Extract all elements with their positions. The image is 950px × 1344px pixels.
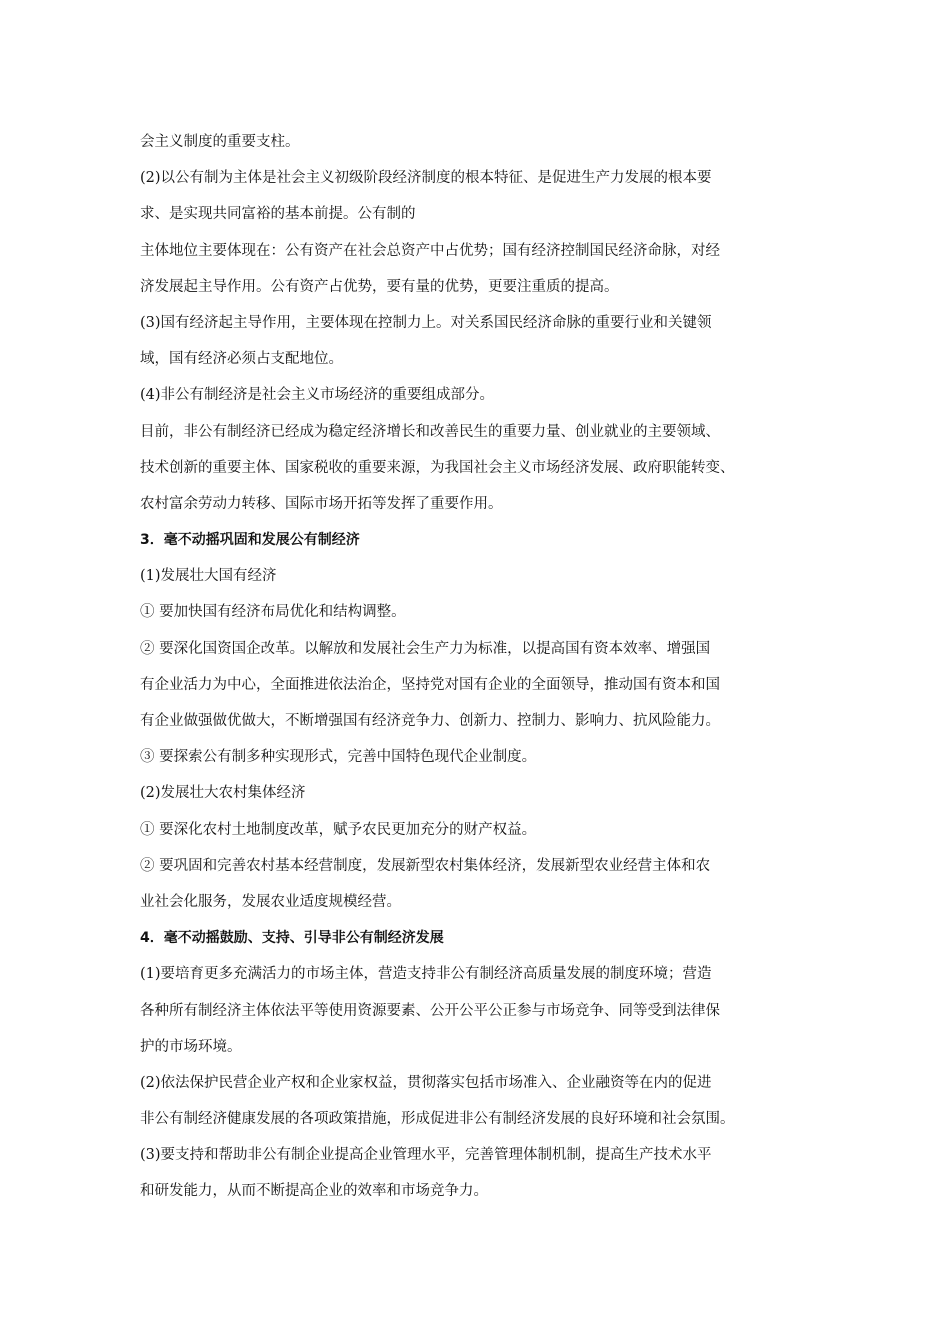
text-line: (1)要培育更多充满活力的市场主体，营造支持非公有制经济高质量发展的制度环境；营造 [140, 966, 712, 983]
text-line: 主体地位主要体现在：公有资产在社会总资产中占优势；国有经济控制国民经济命脉，对经 [140, 242, 720, 259]
text-line: (2)以公有制为主体是社会主义初级阶段经济制度的根本特征、是促进生产力发展的根本要 [140, 170, 712, 187]
text-line: ② 要巩固和完善农村基本经营制度，发展新型农村集体经济，发展新型农业经营主体和农 [140, 857, 711, 874]
text-line: ① 要加快国有经济布局优化和结构调整。 [140, 604, 406, 621]
text-line: 技术创新的重要主体、国家税收的重要来源，为我国社会主义市场经济发展、政府职能转变、 [140, 459, 735, 476]
section-heading: 3．毫不动摇巩固和发展公有制经济 [140, 532, 360, 549]
text-line: (1)发展壮大国有经济 [140, 568, 277, 585]
text-line: 农村富余劳动力转移、国际市场开拓等发挥了重要作用。 [140, 495, 503, 512]
text-line: (2)发展壮大农村集体经济 [140, 785, 306, 802]
text-line: 求、是实现共同富裕的基本前提。公有制的 [140, 206, 416, 223]
text-line: ② 要深化国资国企改革。以解放和发展社会生产力为标准，以提高国有资本效率、增强国 [140, 640, 711, 657]
text-line: 有企业做强做优做大，不断增强国有经济竞争力、创新力、控制力、影响力、抗风险能力。 [140, 713, 720, 729]
text-line: 非公有制经济健康发展的各项政策措施，形成促进非公有制经济发展的良好环境和社会氛围。 [140, 1111, 735, 1128]
text-line: 济发展起主导作用。公有资产占优势，要有量的优势，更要注重质的提高。 [140, 278, 619, 295]
section-heading: 4．毫不动摇鼓励、支持、引导非公有制经济发展 [140, 930, 444, 947]
text-line: 有企业活力为中心，全面推进依法治企，坚持党对国有企业的全面领导，推动国有资本和国 [140, 676, 720, 693]
text-line: 护的市场环境。 [140, 1038, 242, 1055]
text-line: (4)非公有制经济是社会主义市场经济的重要组成部分。 [140, 387, 495, 404]
text-line: 域，国有经济必须占支配地位。 [140, 351, 343, 368]
text-line: 业社会化服务，发展农业适度规模经营。 [140, 893, 401, 910]
text-line: 会主义制度的重要支柱。 [140, 134, 300, 150]
text-line: ① 要深化农村土地制度改革，赋予农民更加充分的财产权益。 [140, 821, 537, 838]
text-line: (2)依法保护民营企业产权和企业家权益，贯彻落实包括市场准入、企业融资等在内的促进 [140, 1074, 712, 1091]
text-line: 目前，非公有制经济已经成为稳定经济增长和改善民生的重要力量、创业就业的主要领域、 [140, 423, 720, 440]
text-line: 各种所有制经济主体依法平等使用资源要素、公开公平公正参与市场竞争、同等受到法律保 [140, 1002, 720, 1019]
text-line: (3)要支持和帮助非公有制企业提高企业管理水平，完善管理体制机制，提高生产技术水平 [140, 1147, 712, 1164]
text-line: ③ 要探索公有制多种实现形式，完善中国特色现代企业制度。 [140, 749, 537, 766]
document-body [140, 124, 820, 1210]
text-line: (3)国有经济起主导作用，主要体现在控制力上。对关系国民经济命脉的重要行业和关键领 [140, 314, 712, 331]
text-line: 和研发能力，从而不断提高企业的效率和市场竞争力。 [140, 1183, 488, 1200]
